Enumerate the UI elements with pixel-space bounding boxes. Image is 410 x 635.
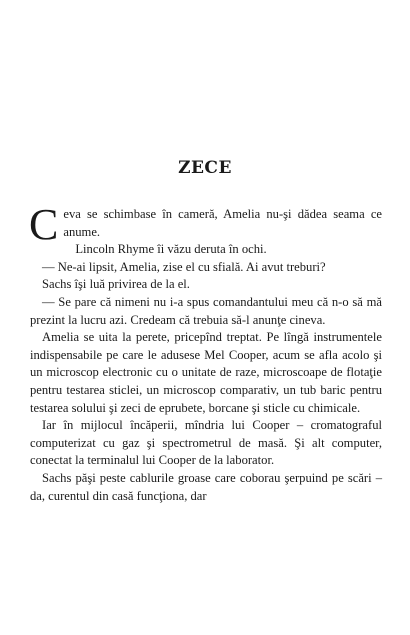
paragraph-text: eva se schimbase în cameră, Amelia nu-şi dădea seama ce anume. [63,207,382,239]
paragraph-6: Amelia se uita la perete, pricepînd treptat. Pe lîngă instrumentele indispensabile pe care le adusese Mel Cooper, acum se afla acolo şi un microscop electronic cu o unitate de raze, microscoape de flotaţie pentru testarea sticlei, un microscop comparativ, un tub baric pentru testarea solului şi zeci de eprubete, borcane şi sticle cu chimicale. [30,330,382,415]
paragraph-5: — Se pare că nimeni nu i-a spus comandantului meu că n-o să mă prezint la lucru azi. Credeam că trebuia să-l anunţe cineva. [30,294,382,327]
paragraph-4: Sachs îşi luă privirea de la el. [42,277,190,292]
paragraph-8: Sachs păşi peste cablurile groase care coborau şerpuind pe scări – da, curentul din casă funcţiona, dar [30,470,382,503]
paragraph-3: — Ne-ai lipsit, Amelia, zise el cu sfială. Ai avut treburi? [42,259,326,274]
paragraph-1 [29,200,382,249]
drop-cap: C [29,200,59,249]
chapter-title: ZECE [178,158,232,178]
paragraph-2: Lincoln Rhyme îi văzu deruta în ochi. [75,242,267,257]
paragraph-7: Iar în mijlocul încăperii, mîndria lui Cooper – cromatograful computerizat cu gaz şi spectrometrul de masă. Şi alt computer, conectat la terminalul lui Cooper de la laborator. [30,418,382,468]
chapter-body [29,200,382,505]
